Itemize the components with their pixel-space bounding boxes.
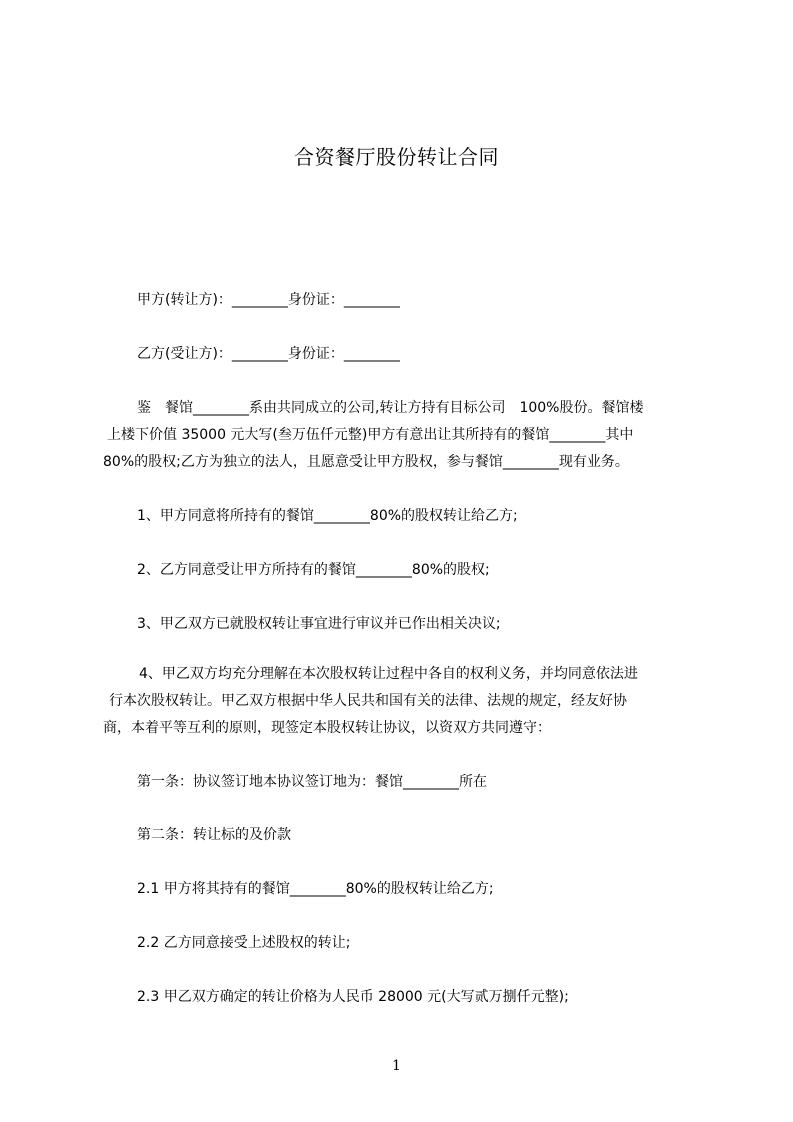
clause-4-line-3: 商，本着平等互利的原则，现签定本股权转让协议，以资双方共同遵守：	[103, 720, 551, 736]
document-title: 合资餐厅股份转让合同	[294, 145, 499, 169]
preamble-line-3: 80%的股权;乙方为独立的法人，且愿意受让甲方股权，参与餐馆________现有业务。	[103, 454, 629, 470]
party-a-line: 甲方(转让方)：________身份证：________	[137, 292, 400, 308]
article-2-3: 2.3 甲乙双方确定的转让价格为人民币 28000 元(大写贰万捌仟元整);	[137, 989, 569, 1005]
article-2-2: 2.2 乙方同意接受上述股权的转让;	[137, 935, 351, 951]
party-b-line: 乙方(受让方)：________身份证：________	[137, 346, 400, 362]
article-1: 第一条：协议签订地本协议签订地为：餐馆________所在	[137, 774, 487, 790]
clause-4-line-1: 4、甲乙双方均充分理解在本次股权转让过程中各自的权利义务，并均同意依法进	[139, 666, 638, 682]
article-2-heading: 第二条：转让标的及价款	[137, 827, 291, 843]
preamble-line-2: 上楼下价值 35000 元大写(叁万伍仟元整)甲方有意出让其所持有的餐馆________其中	[107, 427, 634, 443]
article-2-1: 2.1 甲方将其持有的餐馆________80%的股权转让给乙方;	[137, 881, 494, 897]
page-number: 1	[392, 1058, 401, 1074]
clause-3: 3、甲乙双方已就股权转让事宜进行审议并已作出相关决议;	[137, 616, 501, 632]
clause-2: 2、乙方同意受让甲方所持有的餐馆________80%的股权;	[137, 562, 490, 578]
preamble-line-1: 鉴 餐馆________系由共同成立的公司,转让方持有目标公司 100%股份。餐馆楼	[137, 400, 644, 416]
clause-1: 1、甲方同意将所持有的餐馆________80%的股权转让给乙方;	[137, 508, 518, 524]
clause-4-line-2: 行本次股权转让。甲乙双方根据中华人民共和国有关的法律、法规的规定，经友好协	[109, 693, 627, 709]
